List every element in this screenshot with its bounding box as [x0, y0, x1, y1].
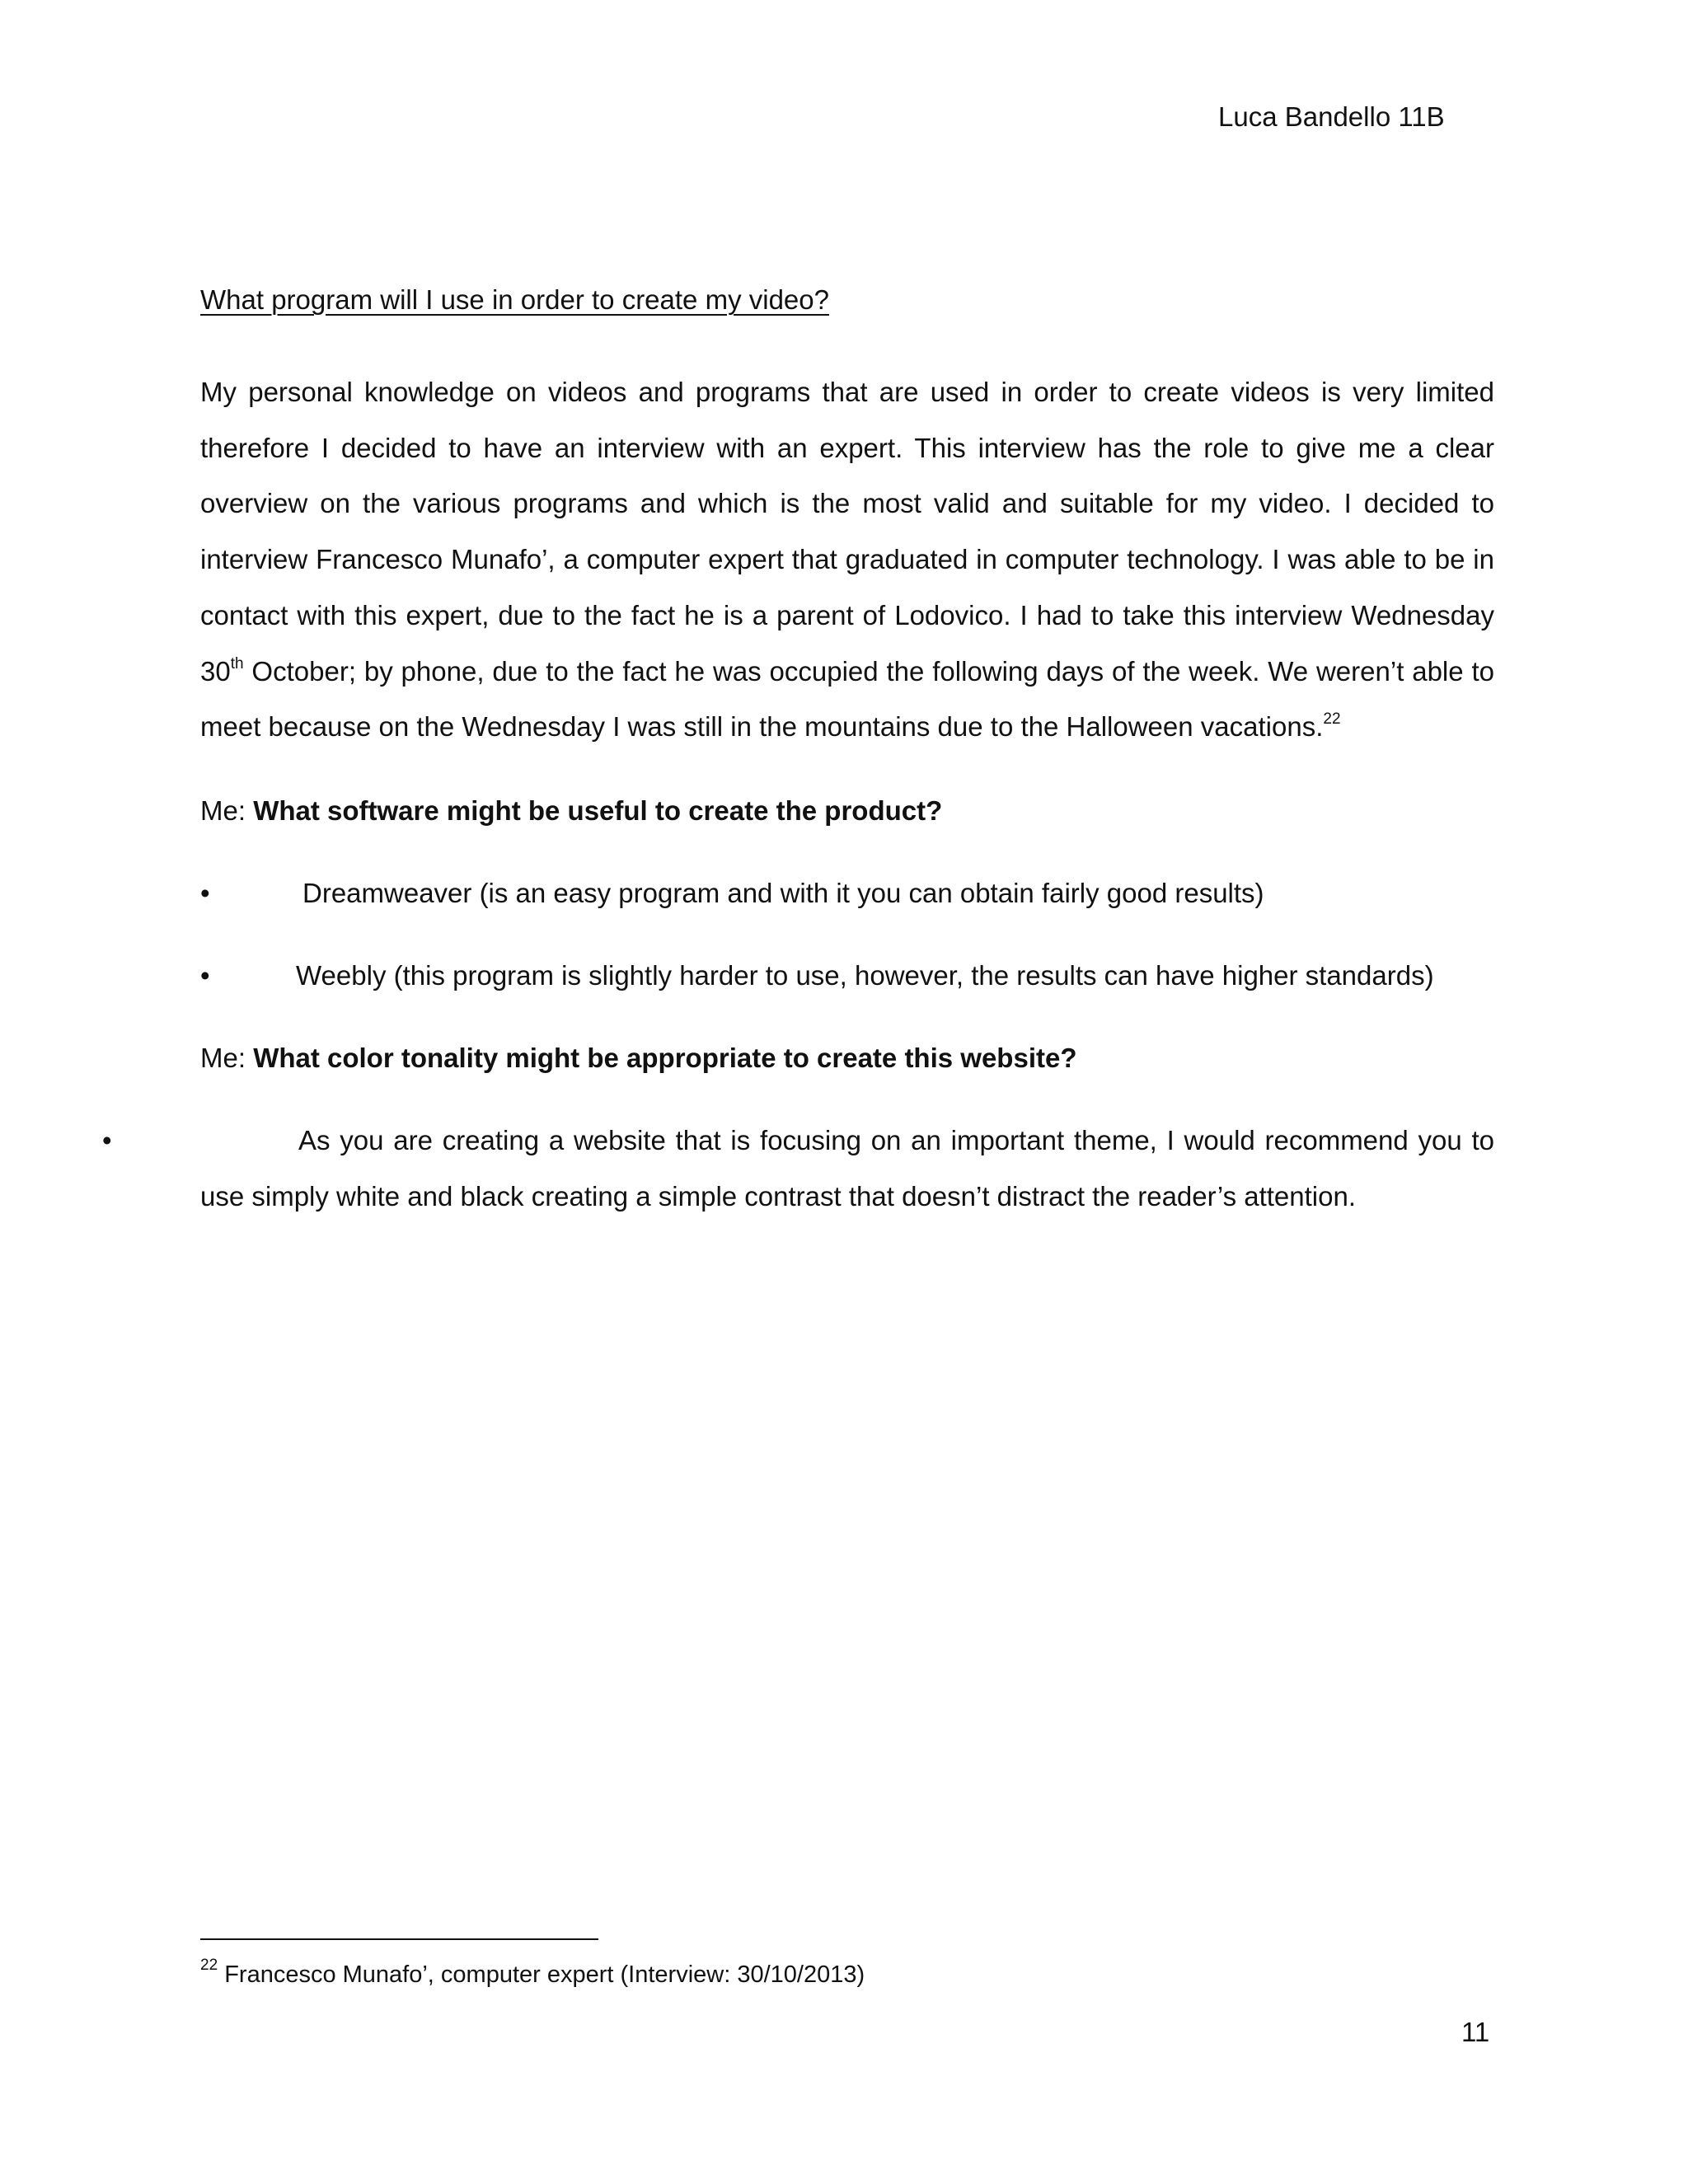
intro-text-part1: My personal knowledge on videos and programs that are used in order to create videos is very limited therefore I decided to have an interview with an expert. This interview has the role to give me a clear overview on the various programs and which is the most valid and suitable for my video. I decided to interview Francesco Munafo’, a computer expert that graduated in computer technology. I was able to be in contact with this expert, due to the fact he is a parent of Lodovico. I had to take this interview Wednesday 30 — [200, 377, 1494, 687]
footnote — [200, 1957, 865, 1990]
page-number: 11 — [1461, 2017, 1490, 2047]
question-2-text: What color tonality might be appropriate to create this website? — [253, 1043, 1077, 1073]
ordinal-suffix: th — [230, 654, 244, 673]
question-1-prefix: Me: — [200, 795, 254, 826]
question-2-prefix: Me: — [200, 1043, 254, 1073]
question-2 — [200, 1042, 1077, 1075]
page-header-author: Luca Bandello 11B — [1218, 101, 1445, 132]
intro-paragraph — [200, 364, 1494, 755]
answer-2-bullet-1 — [102, 1113, 1494, 1224]
bullet-icon: • — [200, 960, 210, 991]
bullet-icon: • — [102, 1125, 112, 1155]
intro-text-part2: October; by phone, due to the fact he was occupied the following days of the week. We weren’t able to meet because on the Wednesday I was still in the mountains due to the Halloween vacations. — [200, 655, 1494, 743]
footnote-reference: 22 — [1323, 710, 1341, 729]
question-1-text: What software might be useful to create the product? — [253, 795, 943, 826]
answer-1-item-2-text: Weebly (this program is slightly harder to use, however, the results can have higher standards) — [296, 960, 1434, 991]
footnote-separator — [200, 1938, 598, 1940]
question-1 — [200, 794, 942, 827]
footnote-number: 22 — [200, 1957, 218, 1974]
answer-2-item-1-text: As you are creating a website that is focusing on an important theme, I would recommend you to use simply white and black creating a simple contrast that doesn’t distract the reader’s attention. — [200, 1125, 1494, 1212]
section-heading: What program will I use in order to create my video? — [200, 284, 829, 315]
bullet-icon: • — [200, 878, 210, 908]
answer-1-item-1-text: Dreamweaver (is an easy program and with it you can obtain fairly good results) — [302, 878, 1264, 908]
footnote-text: Francesco Munafo’, computer expert (Interview: 30/10/2013) — [218, 1961, 865, 1988]
